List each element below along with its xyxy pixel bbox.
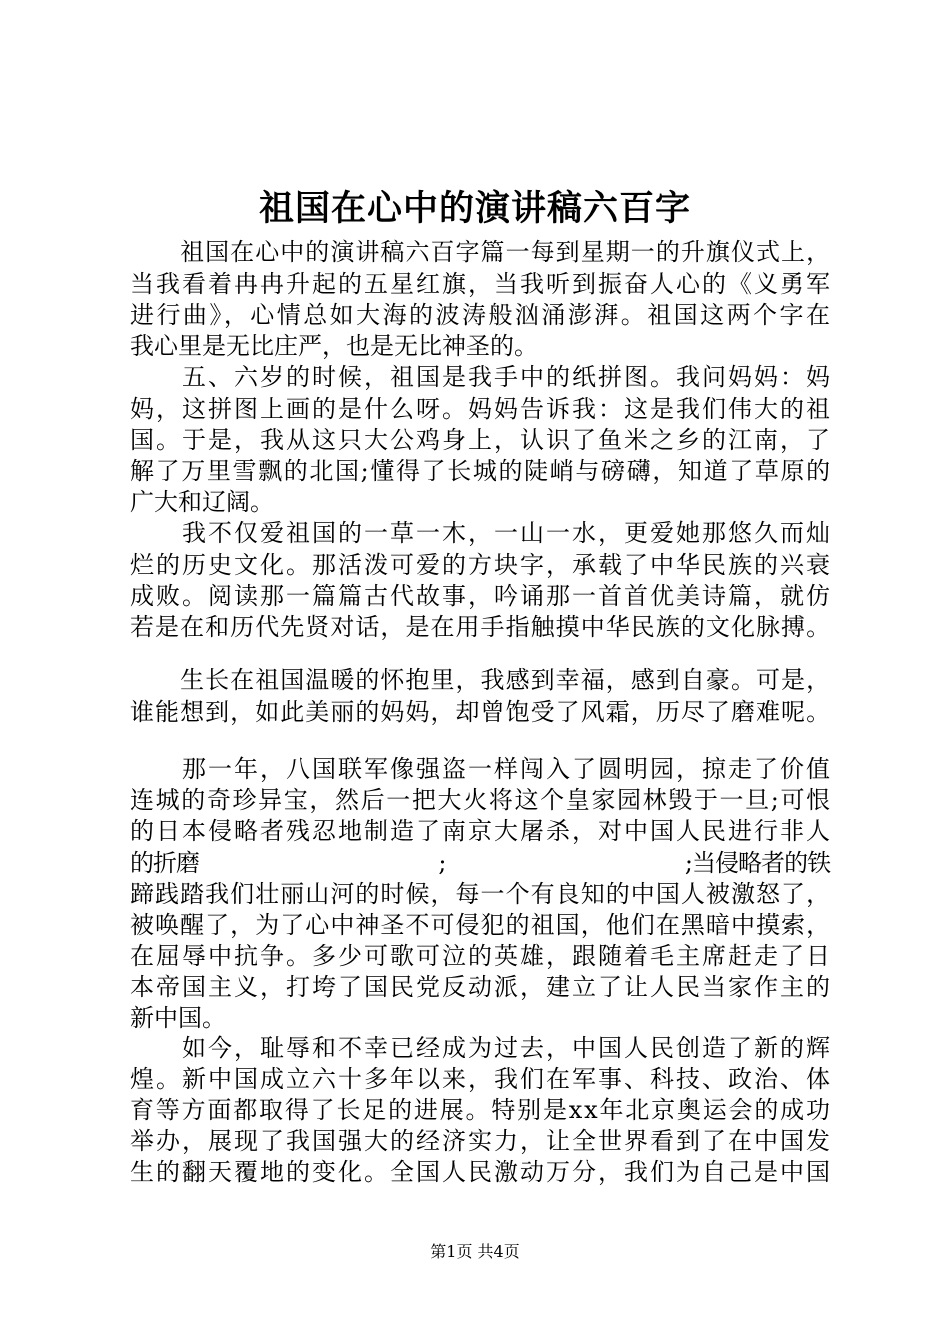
text-line: 连城的奇珍异宝，然后一把大火将这个皇家园林毁于一旦;可恨 bbox=[130, 786, 832, 814]
text-line: 被唤醒了，为了心中神圣不可侵犯的祖国，他们在黑暗中摸索， bbox=[130, 911, 832, 939]
text-line: 国。于是，我从这只大公鸡身上，认识了鱼米之乡的江南，了 bbox=[130, 426, 832, 454]
text-line: 的日本侵略者残忍地制造了南京大屠杀，对中国人民进行非人 bbox=[130, 817, 832, 845]
text-line: 我不仅爱祖国的一草一木，一山一水，更爱她那悠久而灿 bbox=[130, 519, 832, 547]
text-line: 如今，耻辱和不幸已经成为过去，中国人民创造了新的辉 bbox=[130, 1034, 832, 1062]
text-line: 妈，这拼图上画的是什么呀。妈妈告诉我：这是我们伟大的祖 bbox=[130, 395, 832, 423]
text-line: 在屈辱中抗争。多少可歌可泣的英雄，跟随着毛主席赶走了日 bbox=[130, 942, 832, 970]
document-title: 祖国在心中的演讲稿六百字 bbox=[258, 188, 691, 229]
text-line: 煌。新中国成立六十多年以来，我们在军事、科技、政治、体 bbox=[130, 1065, 832, 1093]
text-line: 祖国在心中的演讲稿六百字篇一每到星期一的升旗仪式上， bbox=[130, 238, 832, 266]
text-line: 谁能想到，如此美丽的妈妈，却曾饱受了风霜，历尽了磨难呢。 bbox=[130, 698, 832, 726]
text-line: 五、六岁的时候，祖国是我手中的纸拼图。我问妈妈：妈 bbox=[130, 363, 832, 391]
text-line: 成败。阅读那一篇篇古代故事，吟诵那一首首优美诗篇，就仿 bbox=[130, 582, 832, 610]
text-line: 生的翻天覆地的变化。全国人民激动万分，我们为自己是中国 bbox=[130, 1158, 832, 1186]
text-line: 新中国。 bbox=[130, 1004, 226, 1032]
text-line: 广大和辽阔。 bbox=[130, 488, 274, 516]
page-footer: 第1页 共4页 bbox=[430, 1242, 520, 1261]
text-line: 那一年，八国联军像强盗一样闯入了圆明园，掠走了价值 bbox=[130, 755, 832, 783]
text-line: 本帝国主义，打垮了国民党反动派，建立了让人民当家作主的 bbox=[130, 973, 832, 1001]
text-line: 当我看着冉冉升起的五星红旗，当我听到振奋人心的《义勇军 bbox=[130, 270, 832, 298]
text-line: 解了万里雪飘的北国;懂得了长城的陡峭与磅礴，知道了草原的 bbox=[130, 457, 832, 485]
text-line: 若是在和历代先贤对话，是在用手指触摸中华民族的文化脉搏。 bbox=[130, 613, 832, 641]
text-line: 生长在祖国温暖的怀抱里，我感到幸福，感到自豪。可是， bbox=[130, 666, 832, 694]
text-line: 的折磨 ; ;当侵略者的铁 bbox=[130, 849, 831, 877]
text-line: 举办，展现了我国强大的经济实力，让全世界看到了在中国发 bbox=[130, 1127, 832, 1155]
text-line: 进行曲》，心情总如大海的波涛般汹涌澎湃。祖国这两个字在 bbox=[130, 301, 833, 329]
text-line: 育等方面都取得了长足的进展。特别是xx年北京奥运会的成功 bbox=[130, 1096, 832, 1124]
text-line: 蹄践踏我们壮丽山河的时候，每一个有良知的中国人被激怒了， bbox=[130, 880, 832, 908]
text-line: 烂的历史文化。那活泼可爱的方块字，承载了中华民族的兴衰 bbox=[130, 551, 832, 579]
text-line: 我心里是无比庄严，也是无比神圣的。 bbox=[130, 332, 538, 360]
